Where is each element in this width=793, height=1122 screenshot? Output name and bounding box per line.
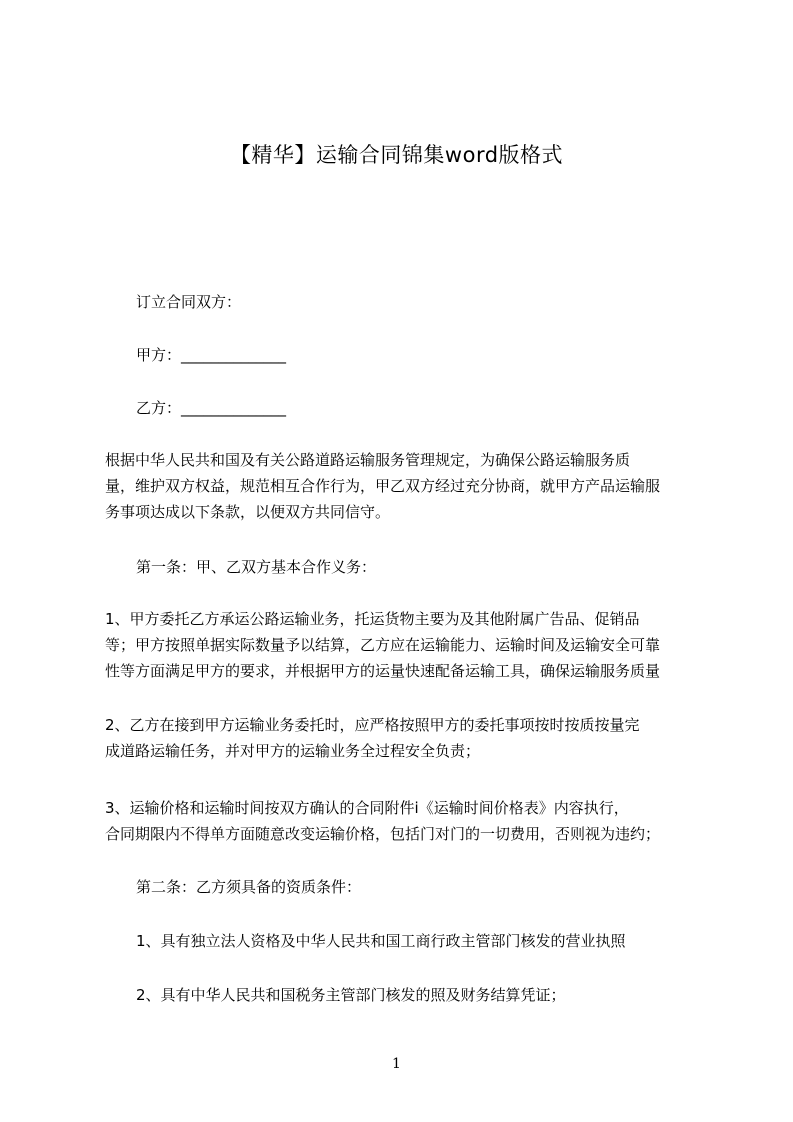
article1-item1-line: 等；甲方按照单据实际数量予以结算，乙方应在运输能力、运输时间及运输安全可靠 [105,636,661,654]
parties-heading: 订立合同双方： [136,293,242,311]
article1-item1-line: 性等方面满足甲方的要求，并根据甲方的运量快速配备运输工具，确保运输服务质量 [105,662,661,680]
intro-line: 量，维护双方权益，规范相互合作行为，甲乙双方经过充分协商，就甲方产品运输服 [105,477,661,495]
article1-heading: 第一条：甲、乙双方基本合作义务： [136,558,377,576]
article1-item2-paragraph [105,712,715,764]
page-number: 1 [392,1056,401,1072]
article2-item2: 2、具有中华人民共和国税务主管部门核发的照及财务结算凭证； [136,986,566,1004]
party-b-line: 乙方：______________ [136,399,287,417]
article2-heading: 第二条：乙方须具备的资质条件： [136,878,362,896]
article2-item1: 1、具有独立法人资格及中华人民共和国工商行政主管部门核发的营业执照 [136,932,626,950]
intro-paragraph [105,447,715,525]
article1-item3-line: 合同期限内不得单方面随意改变运输价格，包括门对门的一切费用，否则视为违约； [105,825,661,843]
article1-item2-line: 2、乙方在接到甲方运输业务委托时，应严格按照甲方的委托事项按时按质按量完 [105,716,640,734]
article1-item1-paragraph [105,606,715,684]
intro-line: 务事项达成以下条款，以便双方共同信守。 [105,503,391,521]
article1-item2-line: 成道路运输任务，并对甲方的运输业务全过程安全负责； [105,742,481,760]
article1-item1-line: 1、甲方委托乙方承运公路运输业务，托运货物主要为及其他附属广告品、促销品 [105,610,640,628]
article1-item3-line: 3、运输价格和运输时间按双方确认的合同附件ⅰ《运输时间价格表》内容执行， [105,799,629,817]
document-title: 【精华】运输合同锦集word版格式 [229,143,564,167]
party-a-line: 甲方：______________ [136,346,287,364]
article1-item3-paragraph [105,795,715,847]
intro-line: 根据中华人民共和国及有关公路道路运输服务管理规定，为确保公路运输服务质 [105,451,631,469]
